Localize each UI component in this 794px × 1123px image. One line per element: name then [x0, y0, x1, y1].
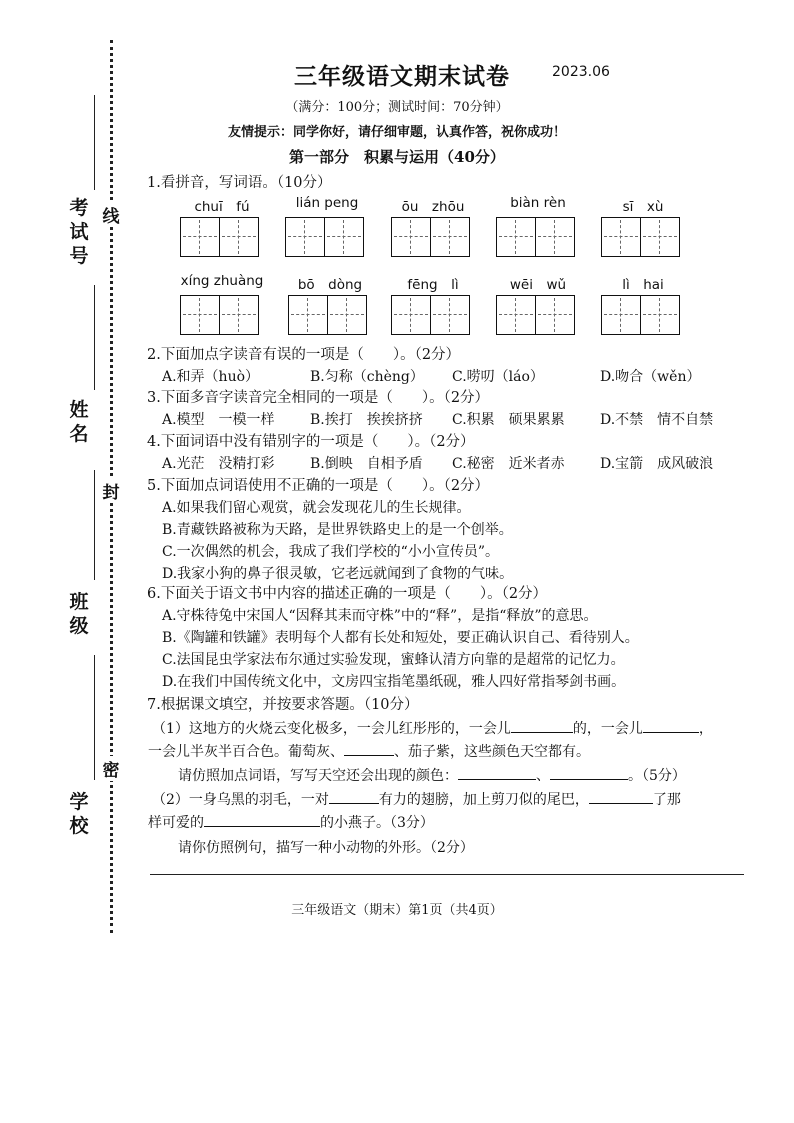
seal-char-line: 线: [100, 202, 122, 227]
seal-char-seal: 封: [100, 478, 122, 503]
char-grid[interactable]: [391, 295, 470, 335]
fill-blank[interactable]: [204, 812, 320, 827]
page-title: 三年级语文期末试卷: [294, 63, 510, 90]
char-grid[interactable]: [601, 295, 680, 335]
exam-number-label: 考试号: [69, 197, 89, 267]
char-grid[interactable]: [288, 295, 367, 335]
q2-option-b[interactable]: B.匀称（chèng）: [310, 369, 424, 385]
char-grid[interactable]: [391, 217, 470, 257]
class-line: [94, 470, 95, 580]
q6-option-d[interactable]: D.在我们中国传统文化中，文房四宝指笔墨纸砚，雅人四好常指琴剑书画。: [162, 674, 626, 690]
exam-meta: （满分：100分；测试时间：70分钟）: [285, 100, 509, 115]
pinyin-label: bō dòng: [297, 277, 363, 293]
pinyin-label: xíng zhuàng: [180, 273, 264, 289]
q7-passage-line-4: [152, 789, 681, 809]
question-1-label: 1.看拼音，写词语。（10分）: [147, 175, 332, 191]
pinyin-label: sī xù: [622, 199, 664, 215]
q4-option-c[interactable]: C.秘密 近米者赤: [452, 456, 565, 472]
char-grid[interactable]: [180, 295, 259, 335]
answer-line[interactable]: [150, 874, 744, 875]
q7-passage-line-2: [148, 741, 590, 761]
fill-blank[interactable]: [458, 765, 536, 780]
fill-blank[interactable]: [511, 718, 573, 733]
char-grid[interactable]: [496, 217, 575, 257]
question-7-label: 7.根据课文填空，并按要求答题。（10分）: [147, 697, 419, 713]
q6-option-a[interactable]: A.守株待兔中宋国人“因释其耒而守株”中的“释”，是指“释放”的意思。: [162, 608, 598, 624]
fill-blank[interactable]: [589, 789, 653, 804]
q5-option-a[interactable]: A.如果我们留心观赏，就会发现花儿的生长规律。: [162, 500, 471, 516]
char-grid[interactable]: [285, 217, 364, 257]
section-title: 第一部分 积累与运用（40分）: [289, 148, 505, 166]
char-grid[interactable]: [601, 217, 680, 257]
q4-option-b[interactable]: B.倒映 自相予盾: [310, 456, 423, 472]
q6-option-b[interactable]: B.《陶罐和铁罐》表明每个人都有长处和短处，要正确认识自己、看待别人。: [162, 630, 639, 646]
q7-instruction: 请你仿照例句，描写一种小动物的外形。（2分）: [178, 840, 474, 856]
q7-text: 、茄子紫，这些颜色天空都有。: [394, 744, 590, 760]
char-grid[interactable]: [496, 295, 575, 335]
q2-option-c[interactable]: C.唠叨（láo）: [452, 369, 544, 385]
fill-blank[interactable]: [344, 741, 394, 756]
q7-passage-line-5: [148, 812, 434, 832]
q7-text: （1）这地方的火烧云变化极多，一会儿红彤彤的，一会儿: [152, 721, 511, 737]
school-line: [94, 655, 95, 780]
pinyin-label: lì hai: [622, 277, 664, 293]
q7-text: 有力的翅膀，加上剪刀似的尾巴，: [378, 792, 589, 808]
q7-text: 请仿照加点词语，写写天空还会出现的颜色：: [178, 768, 458, 784]
q2-option-a[interactable]: A.和弄（huò）: [162, 369, 260, 385]
fill-blank[interactable]: [550, 765, 628, 780]
q3-option-d[interactable]: D.不禁 情不自禁: [600, 412, 714, 428]
seal-char-secret: 密: [100, 756, 122, 781]
page-footer: 三年级语文（期末）第1页（共4页）: [291, 903, 503, 918]
q4-option-d[interactable]: D.宝箭 成风破浪: [600, 456, 714, 472]
friendly-tip: 友情提示：同学你好，请仔细审题，认真作答，祝你成功！: [227, 125, 566, 140]
question-3-label: 3.下面多音字读音完全相同的一项是（ ）。（2分）: [147, 390, 490, 406]
q7-text: 的小燕子。（3分）: [320, 815, 434, 831]
name-line: [94, 285, 95, 390]
school-label: 学校: [69, 791, 89, 837]
pinyin-label: chuī fú: [194, 199, 250, 215]
fill-blank[interactable]: [329, 789, 379, 804]
q3-option-a[interactable]: A.模型 一模一样: [162, 412, 275, 428]
question-4-label: 4.下面词语中没有错别字的一项是（ ）。（2分）: [147, 434, 475, 450]
q7-text: 的，一会儿: [572, 721, 643, 737]
name-label: 姓名: [69, 399, 89, 445]
q7-passage-line-1: [152, 718, 713, 738]
q5-option-d[interactable]: D.我家小狗的鼻子很灵敏，它老远就闻到了食物的气味。: [162, 566, 514, 582]
q3-option-b[interactable]: B.挨打 挨挨挤挤: [310, 412, 423, 428]
pinyin-label: wēi wǔ: [509, 277, 567, 293]
q7-text: （2）一身乌黑的羽毛，一对: [152, 792, 329, 808]
question-6-label: 6.下面关于语文书中内容的描述正确的一项是（ ）。（2分）: [147, 586, 548, 602]
pinyin-label: ōu zhōu: [401, 199, 465, 215]
q7-text: 。（5分）: [628, 768, 686, 784]
q7-passage-line-3: [178, 765, 686, 785]
fill-blank[interactable]: [643, 718, 699, 733]
q5-option-b[interactable]: B.青藏铁路被称为天路，是世界铁路史上的是一个创举。: [162, 522, 513, 538]
q7-text: 了那: [652, 792, 681, 808]
q6-option-c[interactable]: C.法国昆虫学家法布尔通过实验发现，蜜蜂认清方向靠的是超常的记忆力。: [162, 652, 625, 668]
q3-option-c[interactable]: C.积累 硕果累累: [452, 412, 565, 428]
q5-option-c[interactable]: C.一次偶然的机会，我成了我们学校的“小小宣传员”。: [162, 544, 499, 560]
q7-text: 样可爱的: [148, 815, 204, 831]
pinyin-label: biàn rèn: [510, 195, 566, 211]
q4-option-a[interactable]: A.光茫 没精打彩: [162, 456, 275, 472]
q7-text: ，: [698, 721, 713, 737]
pinyin-label: lián peng: [295, 195, 359, 211]
q7-text: 一会儿半灰半百合色。葡萄灰、: [148, 744, 344, 760]
q2-option-d[interactable]: D.吻合（wěn）: [600, 369, 701, 385]
question-5-label: 5.下面加点词语使用不正确的一项是（ ）。（2分）: [147, 478, 490, 494]
class-label: 班级: [69, 591, 89, 637]
pinyin-label: fēng lì: [407, 277, 459, 293]
exam-date: 2023.06: [552, 64, 610, 80]
q7-text: 、: [536, 768, 550, 784]
char-grid[interactable]: [180, 217, 259, 257]
question-2-label: 2.下面加点字读音有误的一项是（ ）。（2分）: [147, 347, 461, 363]
